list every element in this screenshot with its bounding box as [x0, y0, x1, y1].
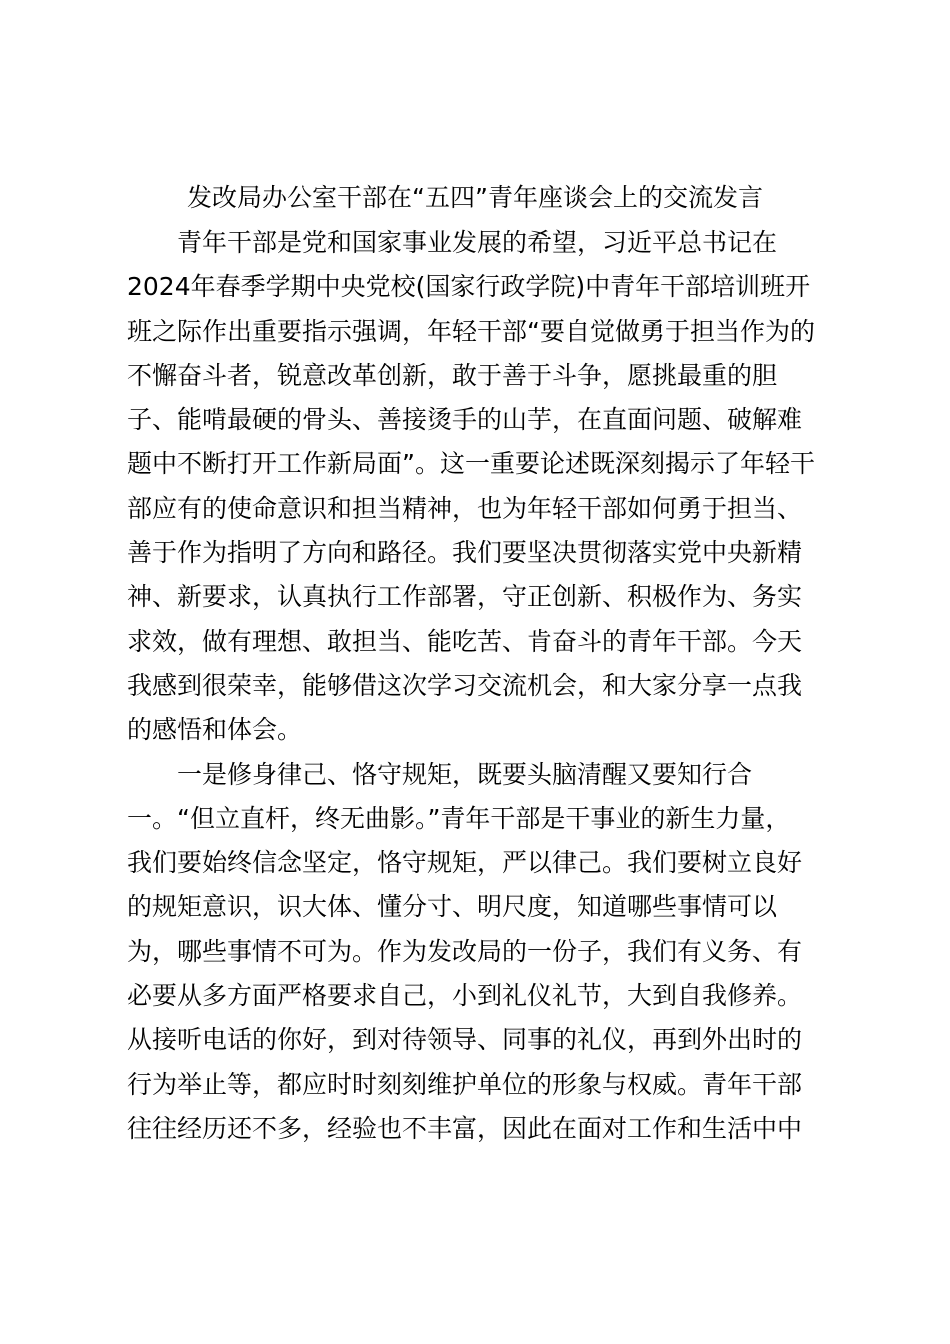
paragraph-2-line-6: 必要从多方面严格要求自己，小到礼仪礼节，大到自我修养。	[127, 981, 803, 1011]
paragraph-1-line-6: 题中不断打开工作新局面”。这一重要论述既深刻揭示了年轻干	[127, 449, 815, 479]
paragraph-1-line-12: 的感悟和体会。	[127, 715, 303, 745]
paragraph-1-line-7: 部应有的使命意识和担当精神，也为年轻干部如何勇于担当、	[127, 493, 803, 523]
paragraph-2-line-7: 从接听电话的你好，到对待领导、同事的礼仪，再到外出时的	[127, 1025, 803, 1055]
document-body	[127, 221, 847, 1151]
paragraph-1-line-5: 子、能啃最硬的骨头、善接烫手的山芋，在直面问题、破解难	[127, 405, 803, 435]
paragraph-1-line-2: 2024年春季学期中央党校(国家行政学院)中青年干部培训班开	[127, 272, 811, 302]
paragraph-2-line-9: 往往经历还不多，经验也不丰富，因此在面对工作和生活中中	[127, 1113, 803, 1143]
paragraph-1-line-1: 青年干部是党和国家事业发展的希望，习近平总书记在	[177, 228, 778, 257]
paragraph-1-line-8: 善于作为指明了方向和路径。我们要坚决贯彻落实党中央新精	[127, 538, 803, 568]
document-title: 发改局办公室干部在“五四”青年座谈会上的交流发言	[187, 183, 763, 212]
paragraph-2-line-4: 的规矩意识，识大体、懂分寸、明尺度，知道哪些事情可以	[127, 892, 778, 922]
paragraph-1-line-4: 不懈奋斗者，锐意改革创新，敢于善于斗争，愿挑最重的胆	[127, 360, 778, 390]
paragraph-1-line-10: 求效，做有理想、敢担当、能吃苦、肯奋斗的青年干部。今天	[127, 626, 803, 656]
paragraph-2-line-3: 我们要始终信念坚定，恪守规矩，严以律己。我们要树立良好	[127, 848, 803, 878]
paragraph-1-line-3: 班之际作出重要指示强调，年轻干部“要自觉做勇于担当作为的	[127, 316, 815, 346]
paragraph-2-line-1: 一是修身律己、恪守规矩，既要头脑清醒又要知行合	[177, 759, 753, 789]
paragraph-2-line-8: 行为举止等，都应时时刻刻维护单位的形象与权威。青年干部	[127, 1069, 803, 1099]
paragraph-1-line-9: 神、新要求，认真执行工作部署，守正创新、积极作为、务实	[127, 582, 803, 612]
paragraph-1-line-11: 我感到很荣幸，能够借这次学习交流机会，和大家分享一点我	[127, 670, 803, 700]
paragraph-2-line-2: 一。“但立直杆，终无曲影。”青年干部是干事业的新生力量，	[127, 803, 791, 833]
paragraph-2-line-5: 为，哪些事情不可为。作为发改局的一份子，我们有义务、有	[127, 936, 803, 966]
